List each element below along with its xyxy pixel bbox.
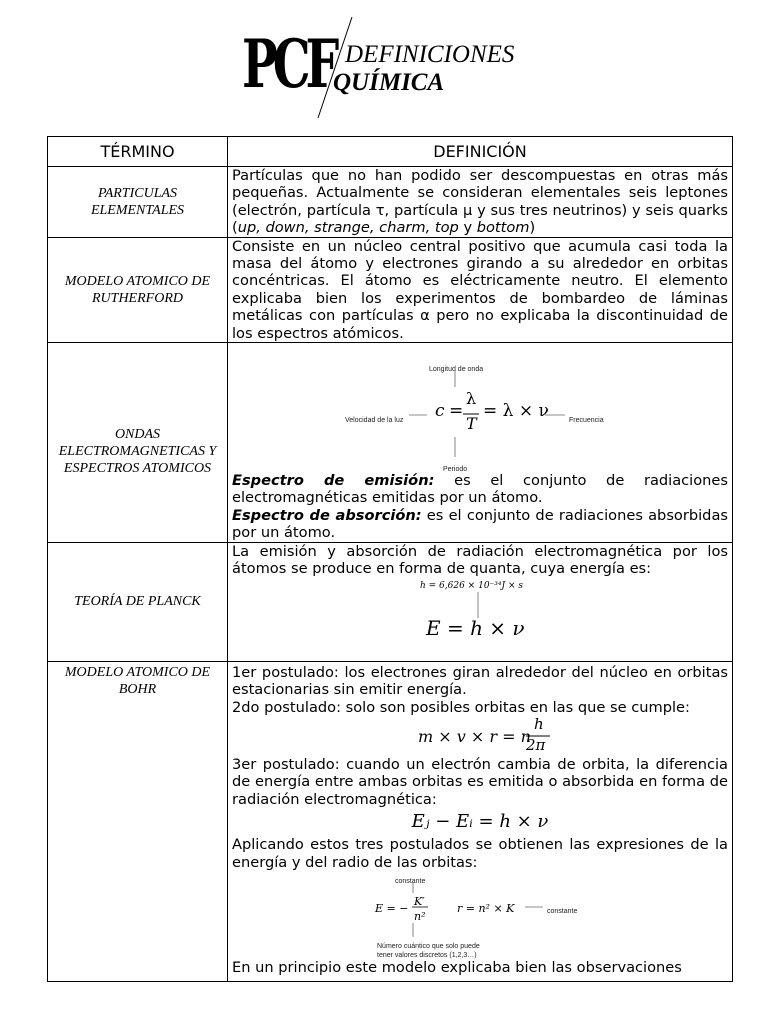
planck-constant: h = 6,626 × 10⁻³⁴J × s <box>420 580 523 591</box>
table-header-row <box>48 137 733 167</box>
wave-equation-figure <box>345 357 615 474</box>
postulate-3: 3er postulado: cuando un electrón cambia de orbita, la diferencia de energía entre ambas orbitas es emitida o absorbida en forma de radiación electromagnética: <box>232 755 728 808</box>
eq2-denominator: 2π <box>526 735 546 754</box>
energy-lhs: E = − <box>375 901 409 915</box>
planck-formula: E = h × ν <box>426 615 525 640</box>
symbol-lambda: λ <box>466 389 477 409</box>
table-row <box>48 661 733 981</box>
eq3: Eⱼ − Eᵢ = h × ν <box>411 811 549 833</box>
energy-numerator: K′ <box>414 894 425 908</box>
term-cell: MODELO ATOMICO DE RUTHERFORD <box>48 237 228 342</box>
definition-cell <box>228 661 733 981</box>
term-cell: MODELO ATOMICO DE BOHR <box>48 661 228 981</box>
header-term: TÉRMINO <box>48 137 228 167</box>
term-cell: TEORÍA DE PLANCK <box>48 542 228 661</box>
table-row <box>48 167 733 238</box>
logo-title-definiciones: DEFINICIONES <box>345 41 515 68</box>
planck-text: La emisión y absorción de radiación electromagnética por los átomos se produce en forma de quanta, cuya energía es: <box>232 542 728 578</box>
bohr-energy-radius-figure <box>375 871 585 959</box>
radius-equation: r = n² × K <box>457 901 515 915</box>
term-cell: ONDAS ELECTROMAGNETICAS Y ESPECTROS ATOMICOS <box>48 343 228 543</box>
quark-names: up, down, strange, charm, top <box>237 219 459 237</box>
label-frequency: Frecuencia <box>569 417 604 425</box>
logo-title-quimica: QUÍMICA <box>333 69 445 96</box>
quantum-number-note-1: Número cuántico que solo puede <box>377 942 480 950</box>
label-wavelength: Longitud de onda <box>429 366 484 374</box>
applying-text: Aplicando estos tres postulados se obtienen las expresiones de la energía y del radio de las orbitas: <box>232 836 728 871</box>
equals-sign: = <box>449 401 464 422</box>
definition-cell: Consiste en un núcleo central positivo que acumula casi toda la masa del átomo y electrones girando a su alrededor en orbitas concéntricas. El átomo es eléctricamente neutro. El elemento explicaba bien los experimentos de bombardeo de láminas metálicas con partículas α pero no explicaba la discontinuidad de los espectros atómicos. <box>228 237 733 342</box>
close-paren: ) <box>529 219 536 237</box>
energy-difference-equation <box>232 808 728 836</box>
emission-text: es el conjunto de radiaciones electromagnéticas emitidas por un átomo. <box>232 472 728 507</box>
postulate-1: 1er postulado: los electrones giran alrededor del núcleo en orbitas estacionarias sin emitir energía. <box>232 663 728 699</box>
quantum-number-note-2: tener valores discretos (1,2,3…) <box>377 951 477 959</box>
energy-denominator: n² <box>414 909 426 923</box>
definition-text: Partículas que no han podido ser descompuestas en otras más pequeñas. Actualmente se consideran elementales seis leptones (electrón, partícula τ, partícula μ y sus tres neutrinos) y seis quarks ( <box>232 167 728 237</box>
postulate-2: 2do postulado: solo son posibles orbitas en las que se cumple: <box>232 698 690 716</box>
emission-label: Espectro de emisión: <box>232 472 435 490</box>
header-definition: DEFINICIÓN <box>228 137 733 167</box>
label-constante-right: constante <box>547 907 578 915</box>
absorption-label: Espectro de absorción: <box>232 506 422 524</box>
eq2-lhs: m × v × r = n <box>418 726 531 746</box>
label-constante-top: constante <box>395 877 426 885</box>
label-speed-of-light: Velocidad de la luz <box>345 417 404 425</box>
quark-bottom: bottom <box>476 219 530 237</box>
bohr-last-line: En un principio este modelo explicaba bien las observaciones <box>232 958 682 976</box>
table-row <box>48 542 733 661</box>
conjunction: y <box>458 219 477 237</box>
planck-figure <box>420 578 540 648</box>
table-row <box>48 237 733 342</box>
wave-rhs: = λ × ν <box>483 401 549 422</box>
label-period: Periodo <box>443 466 468 474</box>
symbol-c: c <box>435 401 445 422</box>
table-row <box>48 343 733 543</box>
eq2-numerator: h <box>534 714 544 733</box>
bohr-quantization-equation <box>232 716 728 756</box>
term-cell: PARTICULAS ELEMENTALES <box>48 167 228 238</box>
symbol-T: T <box>466 414 477 434</box>
definition-cell <box>228 343 733 543</box>
definitions-table <box>47 136 733 982</box>
absorption-text: es el conjunto de radiaciones absorbidas por un átomo. <box>232 506 728 542</box>
definition-cell <box>228 167 733 238</box>
logo-mark: PCF <box>242 25 335 103</box>
header <box>0 0 768 120</box>
definition-cell <box>228 542 733 661</box>
